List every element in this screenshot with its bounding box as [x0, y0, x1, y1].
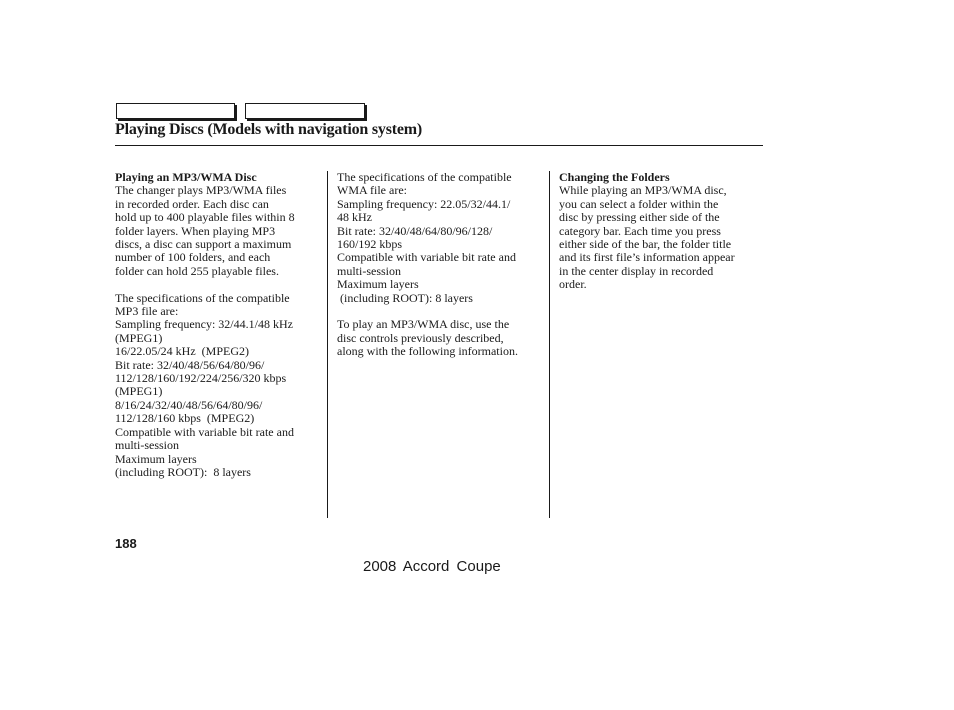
text-line: you can select a folder within the [559, 196, 719, 211]
paragraph-gap [115, 278, 325, 291]
text-line: Sampling frequency: 32/44.1/48 kHz [115, 317, 293, 332]
text-line: discs, a disc can support a maximum [115, 237, 292, 252]
text-line: Compatible with variable bit rate and [337, 250, 516, 265]
text-line: Bit rate: 32/40/48/64/80/96/128/ [337, 223, 493, 238]
text-line: order. [559, 277, 587, 292]
text-line: number of 100 folders, and each [115, 250, 271, 265]
text-line: (including ROOT): 8 layers [115, 464, 251, 479]
text-line: The specifications of the compatible [337, 170, 512, 184]
text-line: disc by pressing either side of the [559, 210, 720, 225]
column-divider [327, 171, 328, 518]
column-divider [549, 171, 550, 518]
text-line: Compatible with variable bit rate and [115, 424, 294, 439]
text-line: MP3 file are: [115, 304, 179, 319]
text-line: 48 kHz [337, 210, 372, 225]
text-line: in the center display in recorded [559, 263, 714, 278]
text-line: To play an MP3/WMA disc, use the [337, 317, 510, 332]
text-line: along with the following information. [337, 344, 518, 359]
text-line: disc controls previously described, [337, 330, 504, 345]
text-line: The changer plays MP3/WMA files [115, 183, 287, 198]
column-changing-folders [559, 171, 764, 292]
text-line: either side of the bar, the folder title [559, 237, 732, 252]
text-line: Sampling frequency: 22.05/32/44.1/ [337, 196, 511, 211]
text-line: (including ROOT): 8 layers [337, 290, 473, 305]
text-line: in recorded order. Each disc can [115, 196, 269, 211]
title-rule [115, 145, 763, 146]
text-line: folder layers. When playing MP3 [115, 223, 276, 238]
text-line: WMA file are: [337, 183, 407, 198]
text-line: and its first file’s information appear [559, 250, 735, 265]
text-line: Bit rate: 32/40/48/56/64/80/96/ [115, 357, 265, 372]
text-line: 112/128/160/192/224/256/320 kbps [115, 371, 287, 386]
page-number: 188 [115, 536, 137, 551]
column-mp3-wma [115, 171, 325, 479]
header-tab-box-right [245, 103, 365, 119]
text-line: (MPEG1) [115, 384, 163, 399]
text-line: Maximum layers [115, 451, 197, 466]
text-line: 112/128/160 kbps (MPEG2) [115, 411, 255, 426]
text-line: multi-session [337, 263, 402, 278]
page-title: Playing Discs (Models with navigation system) [115, 121, 423, 138]
text-line: multi-session [115, 438, 180, 453]
text-line: (MPEG1) [115, 330, 163, 345]
section-heading: Changing the Folders [559, 170, 670, 184]
footer-model: 2008 Accord Coupe [363, 558, 501, 575]
header-tab-box-left [116, 103, 235, 119]
text-line: While playing an MP3/WMA disc, [559, 183, 727, 198]
text-line: 16/22.05/24 kHz (MPEG2) [115, 344, 249, 359]
text-line: 160/192 kbps [337, 237, 403, 252]
column-wma-specs [337, 171, 547, 359]
text-line: Maximum layers [337, 277, 419, 292]
text-line: 8/16/24/32/40/48/56/64/80/96/ [115, 397, 263, 412]
text-line: hold up to 400 playable files within 8 [115, 210, 295, 225]
text-line: category bar. Each time you press [559, 223, 721, 238]
text-line: folder can hold 255 playable files. [115, 263, 279, 278]
paragraph-gap [337, 305, 547, 318]
section-heading: Playing an MP3/WMA Disc [115, 170, 257, 184]
text-line: The specifications of the compatible [115, 290, 290, 305]
